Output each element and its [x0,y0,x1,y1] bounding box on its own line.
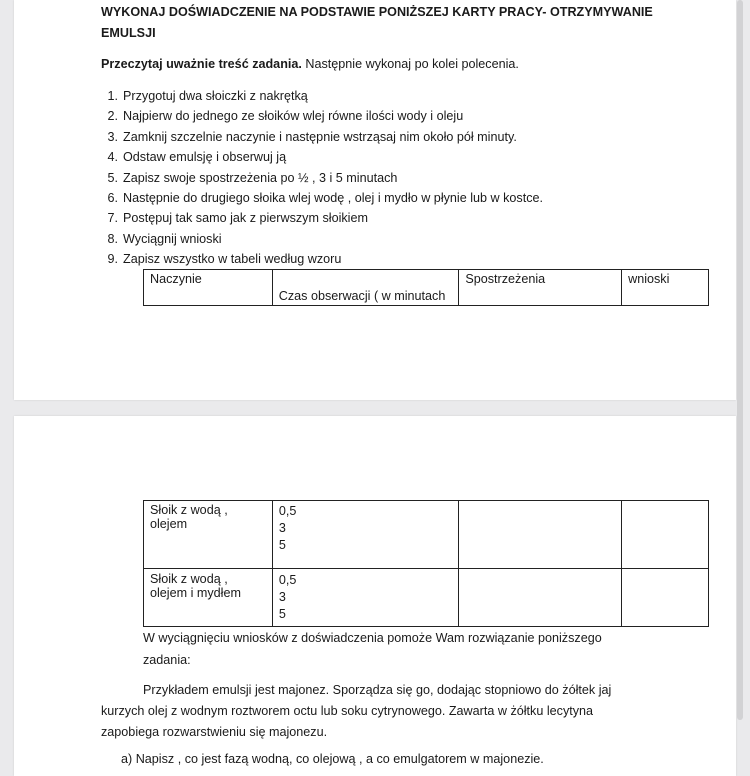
table-cell-vessel: Słoik z wodą , olejem i mydłem [144,569,273,627]
step-text: Zapisz wszystko w tabeli według wzoru [123,252,342,267]
list-item [107,229,543,249]
list-item [107,127,543,147]
table-cell-times: 0,5 3 5 [272,501,459,569]
step-text: Odstaw emulsję i obserwuj ją [123,150,287,165]
table-header-cell: Czas obserwacji ( w minutach [272,270,459,306]
intro-rest: Następnie wykonaj po kolei polecenia. [301,57,519,71]
table-row [144,569,709,627]
list-item [107,188,544,208]
intro-text [101,57,519,71]
table-cell-observations [459,501,622,569]
step-number: 7. [107,211,118,226]
step-text: Postępuj tak samo jak z pierwszym słoikiem [123,211,368,226]
step-number: 1. [107,89,118,103]
list-item [107,208,543,228]
list-item [107,86,543,106]
title-line-1: WYKONAJ DOŚWIADCZENIE NA PODSTAWIE PONIŻSZEJ KARTY PRACY- OTRZYMYWANIE [101,5,653,19]
question-a: a) Napisz , co jest fazą wodną, co olejową , a co emulgatorem w majonezie. [121,752,544,766]
step-number: 6. [107,191,118,206]
step-text: Zamknij szczelnie naczynie i następnie wstrząsaj nim około pół minuty. [123,129,517,144]
step-number: 4. [107,150,118,165]
table-cell-vessel: Słoik z wodą , olejem [144,501,273,569]
step-text: Zapisz swoje spostrzeżenia po ½ , 3 i 5 minutach [123,170,398,185]
scrollbar-thumb[interactable] [737,0,743,720]
title-line-2: EMULSJI [101,26,156,40]
observation-table-header [143,269,709,306]
table-header-cell: wnioski [622,270,709,306]
table-cell-observations [459,569,622,627]
step-text: Najpierw do jednego ze słoików wlej równe ilości wody i oleju [123,109,464,124]
step-text: Następnie do drugiego słoika wlej wodę , olej i mydło w płynie lub w kostce. [123,191,544,206]
table-cell-conclusions [622,501,709,569]
table-cell-times: 0,5 3 5 [272,569,459,627]
steps-list [103,86,543,270]
step-number: 3. [107,129,118,144]
table-cell-conclusions [622,569,709,627]
step-number: 2. [107,109,118,124]
step-number: 8. [107,231,118,246]
list-item [107,168,543,188]
hint-text: W wyciągnięciu wniosków z doświadczenia pomoże Wam rozwiązanie poniższego zadania: [143,631,602,667]
list-item [107,106,543,126]
step-text: Wyciągnij wnioski [123,231,222,246]
observation-table-body [143,500,709,627]
intro-bold: Przeczytaj uważnie treść zadania. [101,57,302,71]
list-item [107,249,543,269]
list-item [107,147,543,167]
table-row [144,501,709,569]
table-header-cell: Spostrzeżenia [459,270,622,306]
step-text: Przygotuj dwa słoiczki z nakrętką [123,89,308,103]
step-number: 5. [107,170,118,185]
document-title [101,2,653,44]
step-number: 9. [107,252,118,267]
paragraph-text: Przykładem emulsji jest majonez. Sporządza się go, dodając stopniowo do żółtek jaj kurzych olej z wodnym roztworem octu lub soku cytrynowego. Zawarta w żółtku lecytyna zapobiega rozwarstwieniu się majonezu. [101,683,612,739]
table-header-cell: Naczynie [144,270,273,306]
